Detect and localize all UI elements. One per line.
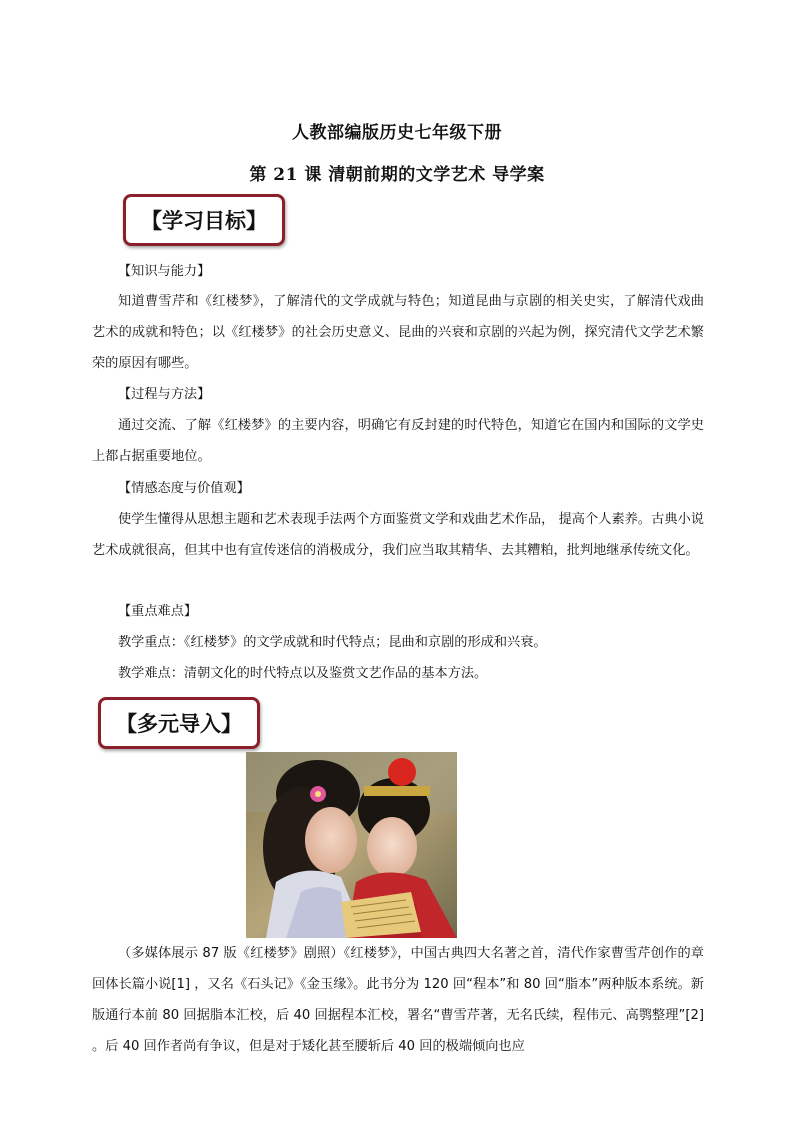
process-text: 通过交流、了解《红楼梦》的主要内容，明确它有反封建的时代特色，知道它在国内和国际的文学史上都占据重要地位。 (92, 418, 704, 464)
emotion-label: 【情感态度与价值观】 (118, 481, 250, 496)
section-heading-objectives: 【学习目标】 (123, 194, 285, 246)
emotion-text: 使学生懂得从思想主题和艺术表现手法两个方面鉴赏文学和戏曲艺术作品， 提高个人素养。古典小说艺术成就很高，但其中也有宣传迷信的消极成分，我们应当取其精华、去其糟粕，批判地继承传统文化。 (92, 512, 704, 558)
process-label: 【过程与方法】 (118, 387, 211, 402)
knowledge-label: 【知识与能力】 (118, 264, 211, 279)
document-title: 人教部编版历史七年级下册 (292, 123, 502, 143)
introduction-text: （多媒体展示 87 版《红楼梦》剧照）《红楼梦》，中国古典四大名著之首，清代作家曹雪芹创作的章回体长篇小说[1] ，又名《石头记》《金玉缘》。此书分为 120 回“程本”和 80 回“脂本”两种版本系统。新版通行本前 80 回据脂本汇校，后 40 回据程本汇校，署名“曹雪芹著，无名氏续，程伟元、高鹗整理”[2] 。后 40 回作者尚有争议，但是对于矮化甚至腰斩后 40 回的极端倾向也应 (92, 946, 704, 1054)
drama-still-photo (246, 752, 457, 938)
difficult-point-text: 教学难点：清朝文化的时代特点以及鉴赏文艺作品的基本方法。 (118, 666, 488, 681)
lesson-title: 第 21 课 清朝前期的文学艺术 导学案 (249, 165, 545, 185)
key-point-text: 教学重点：《红楼梦》的文学成就和时代特点；昆曲和京剧的形成和兴衰。 (118, 635, 547, 650)
knowledge-text: 知道曹雪芹和《红楼梦》，了解清代的文学成就与特色；知道昆曲与京剧的相关史实，了解清代戏曲艺术的成就和特色；以《红楼梦》的社会历史意义、昆曲的兴衰和京剧的兴起为例，探究清代文学艺术繁荣的原因有哪些。 (92, 294, 704, 371)
section-heading-introduction: 【多元导入】 (98, 697, 260, 749)
key-label: 【重点难点】 (118, 604, 198, 619)
